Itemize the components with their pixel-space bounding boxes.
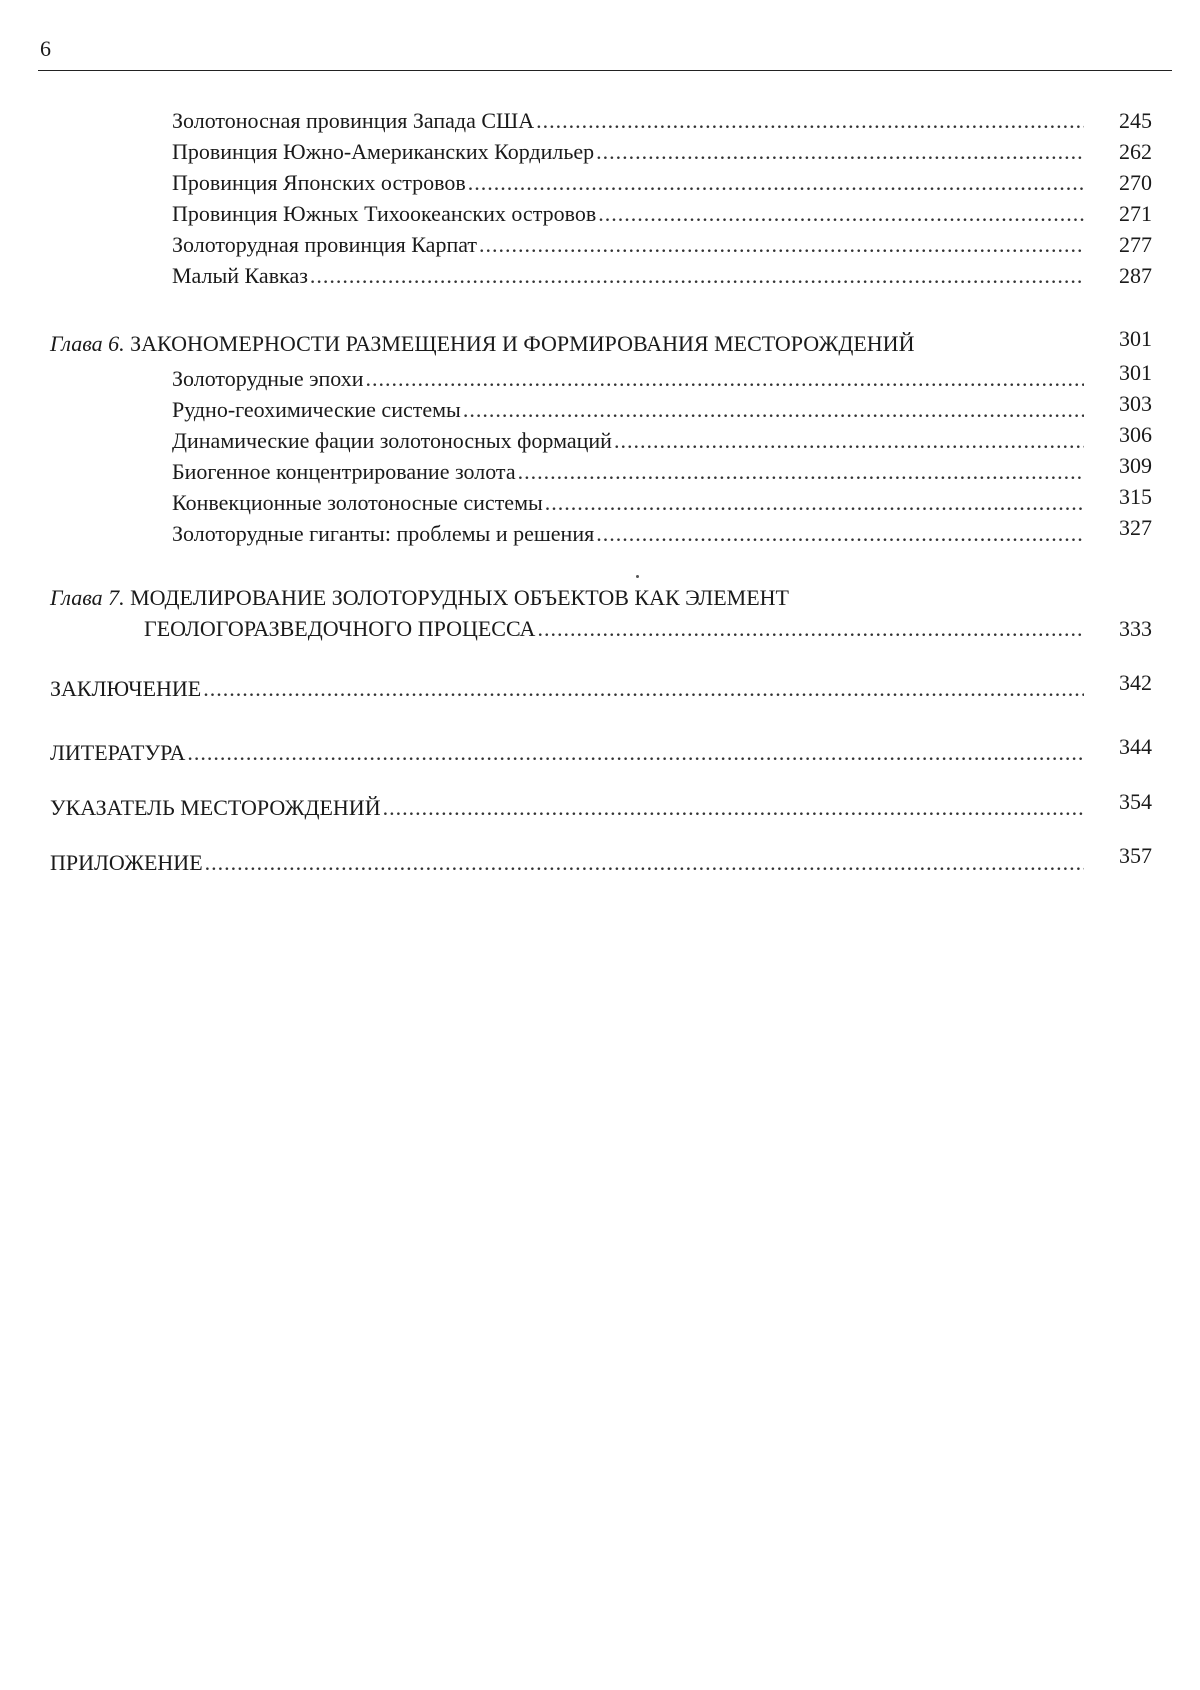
dot-leader (536, 108, 1084, 134)
dot-leader (545, 490, 1084, 516)
chapter-7-prefix: Глава 7. (50, 585, 125, 610)
chapter-6-page: 301 (1119, 326, 1152, 351)
toc-entry-label: ПРИЛОЖЕНИЕ (50, 850, 203, 875)
toc-entry[interactable] (172, 459, 1084, 485)
toc-entry-page: 344 (1119, 734, 1152, 759)
toc-entry-label: Биогенное концентрирование золота (172, 459, 516, 484)
toc-entry-label: Золоторудные гиганты: проблемы и решения (172, 521, 595, 546)
dot-leader (596, 139, 1084, 165)
dot-leader (537, 616, 1084, 642)
dot-leader (383, 795, 1084, 821)
chapter-7-title-line2-row[interactable] (144, 616, 1084, 642)
toc-entry-page: 271 (1119, 201, 1152, 226)
header-rule (38, 70, 1172, 71)
toc-entry-literature[interactable] (50, 740, 1084, 766)
toc-entry-label: ЛИТЕРАТУРА (50, 740, 186, 765)
toc-entry-appendix[interactable] (50, 850, 1084, 876)
toc-entry-label: ЗАКЛЮЧЕНИЕ (50, 676, 202, 701)
chapter-6-title[interactable] (50, 331, 914, 357)
dot-leader (463, 397, 1084, 423)
toc-entry[interactable] (172, 108, 1084, 134)
chapter-6-title-text: ЗАКОНОМЕРНОСТИ РАЗМЕЩЕНИЯ И ФОРМИРОВАНИЯ МЕСТОРОЖДЕНИЙ (130, 331, 915, 356)
toc-entry[interactable] (172, 263, 1084, 289)
toc-entry-label: Провинция Южных Тихоокеанских островов (172, 201, 597, 226)
toc-entry[interactable] (172, 201, 1084, 227)
toc-entry-page: 342 (1119, 670, 1152, 695)
toc-entry-label: Динамические фации золотоносных формаций (172, 428, 612, 453)
toc-entry[interactable] (172, 366, 1084, 392)
toc-entry-label: Малый Кавказ (172, 263, 308, 288)
toc-entry-label: Провинция Южно-Американских Кордильер (172, 139, 595, 164)
chapter-7-title-line2: ГЕОЛОГОРАЗВЕДОЧНОГО ПРОЦЕССА (144, 616, 536, 641)
toc-entry-page: 303 (1119, 391, 1152, 416)
toc-entry-page: 309 (1119, 453, 1152, 478)
print-speck (636, 575, 639, 578)
toc-entry-label: Золотоносная провинция Запада США (172, 108, 535, 133)
dot-leader (468, 170, 1084, 196)
dot-leader (596, 521, 1084, 547)
page-number: 6 (40, 36, 51, 61)
dot-leader (187, 740, 1084, 766)
chapter-7-title-line1: МОДЕЛИРОВАНИЕ ЗОЛОТОРУДНЫХ ОБЪЕКТОВ КАК ЭЛЕМЕНТ (130, 585, 789, 610)
toc-entry-page: 315 (1119, 484, 1152, 509)
dot-leader (310, 263, 1084, 289)
chapter-6-prefix: Глава 6. (50, 331, 125, 356)
toc-entry[interactable] (172, 170, 1084, 196)
toc-entry-page: 277 (1119, 232, 1152, 257)
dot-leader (614, 428, 1084, 454)
toc-entry[interactable] (172, 521, 1084, 547)
toc-entry-deposit-index[interactable] (50, 795, 1084, 821)
toc-entry[interactable] (172, 232, 1084, 258)
dot-leader (366, 366, 1084, 392)
dot-leader (598, 201, 1084, 227)
toc-entry-label: Конвекционные золотоносные системы (172, 490, 543, 515)
toc-entry-label: УКАЗАТЕЛЬ МЕСТОРОЖДЕНИЙ (50, 795, 381, 820)
toc-entry-page: 262 (1119, 139, 1152, 164)
toc-entry-label: Провинция Японских островов (172, 170, 466, 195)
toc-entry-label: Рудно-геохимические системы (172, 397, 461, 422)
dot-leader (479, 232, 1084, 258)
toc-entry-page: 327 (1119, 515, 1152, 540)
toc-entry-page: 354 (1119, 789, 1152, 814)
toc-entry[interactable] (172, 428, 1084, 454)
dot-leader (518, 459, 1084, 485)
toc-entry[interactable] (172, 139, 1084, 165)
dot-leader (203, 676, 1084, 702)
toc-entry-page: 270 (1119, 170, 1152, 195)
toc-entry-page: 245 (1119, 108, 1152, 133)
dot-leader (205, 850, 1084, 876)
toc-entry-label: Золоторудная провинция Карпат (172, 232, 478, 257)
chapter-7-title[interactable] (50, 585, 789, 611)
chapter-7-page: 333 (1119, 616, 1152, 641)
toc-entry-page: 287 (1119, 263, 1152, 288)
toc-entry-page: 306 (1119, 422, 1152, 447)
toc-entry-page: 301 (1119, 360, 1152, 385)
toc-entry-label: Золоторудные эпохи (172, 366, 364, 391)
toc-entry[interactable] (172, 397, 1084, 423)
toc-entry-conclusion[interactable] (50, 676, 1084, 702)
toc-entry-page: 357 (1119, 843, 1152, 868)
toc-entry[interactable] (172, 490, 1084, 516)
